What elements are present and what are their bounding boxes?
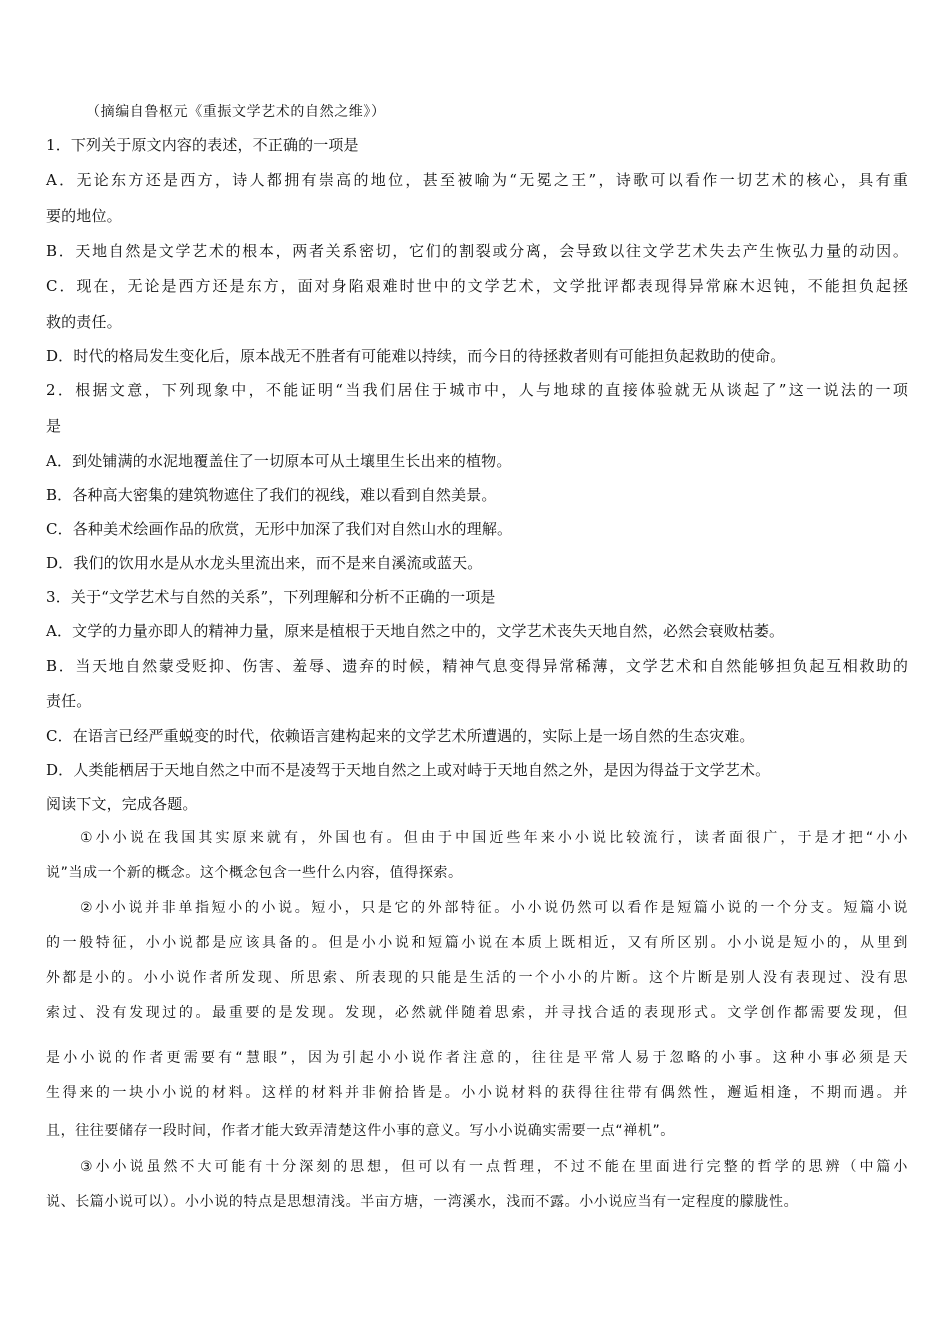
question-1-stem: 1．下列关于原文内容的表述，不正确的一项是 (46, 136, 359, 154)
question-2-stem-cont: 是 (46, 417, 62, 435)
question-3-option-b: B．当天地自然蒙受贬抑、伤害、羞辱、遗弃的时候，精神气息变得异常稀薄，文学艺术和自然能够担负起互相救助的 (46, 657, 908, 675)
question-2-option-b: B．各种高大密集的建筑物遮住了我们的视线，难以看到自然美景。 (46, 486, 497, 504)
passage-paragraph-2-line: 外都是小的。小小说作者所发现、所思索、所表现的只能是生活的一个小小的片断。这个片断是别人没有表现过、没有思 (46, 970, 908, 986)
question-3-stem: 3．关于“文学艺术与自然的关系”，下列理解和分析不正确的一项是 (46, 588, 496, 606)
passage-paragraph-3-line: 说、长篇小说可以）。小小说的特点是思想清浅。半亩方塘，一湾溪水，浅而不露。小小说应当有一定程度的朦胧性。 (46, 1194, 799, 1210)
question-3-option-a: A．文学的力量亦即人的精神力量，原来是植根于天地自然之中的，文学艺术丧失天地自然，必然会衰败枯萎。 (46, 622, 785, 640)
question-2-option-a: A．到处铺满的水泥地覆盖住了一切原本可从土壤里生长出来的植物。 (46, 452, 512, 470)
question-3-option-b-cont: 责任。 (46, 692, 92, 710)
question-2-stem: 2．根据文意，下列现象中，不能证明“当我们居住于城市中，人与地球的直接体验就无从谈起了”这一说法的一项 (46, 381, 908, 399)
passage-paragraph-2-line: 的一般特征，小小说都是应该具备的。但是小小说和短篇小说在本质上既相近，又有所区别。小小说是短小的，从里到 (46, 935, 908, 951)
question-1-option-c-cont: 救的责任。 (46, 313, 122, 331)
question-3-option-c: C．在语言已经严重蜕变的时代，依赖语言建构起来的文学艺术所遭遇的，实际上是一场自然的生态灾难。 (46, 727, 755, 745)
passage-paragraph-1: ①小小说在我国其实原来就有，外国也有。但由于中国近些年来小小说比较流行，读者面很广，于是才把“小小 (80, 830, 908, 846)
question-1-option-a: A．无论东方还是西方，诗人都拥有崇高的地位，甚至被喻为“无冕之王”，诗歌可以看作一切艺术的核心，具有重 (46, 171, 908, 189)
passage-paragraph-2-line: 是小小说的作者更需要有“慧眼”，因为引起小小说作者注意的，往往是平常人易于忽略的小事。这种小事必须是天 (46, 1050, 908, 1066)
question-1-option-c: C．现在，无论是西方还是东方，面对身陷艰难时世中的文学艺术，文学批评都表现得异常麻木迟钝，不能担负起拯 (46, 277, 908, 295)
passage-paragraph-2-line: 索过、没有发现过的。最重要的是发现。发现，必然就伴随着思索，并寻找合适的表现形式。文学创作都需要发现，但 (46, 1005, 908, 1021)
source-citation: （摘编自鲁枢元《重振文学艺术的自然之维》） (86, 104, 386, 120)
passage-paragraph-2-line: 生得来的一块小小说的材料。这样的材料并非俯拾皆是。小小说材料的获得往往带有偶然性，邂逅相逢，不期而遇。并 (46, 1085, 908, 1101)
reading-instruction: 阅读下文，完成各题。 (46, 795, 198, 813)
question-1-option-d: D．时代的格局发生变化后，原本战无不胜者有可能难以持续，而今日的待拯救者则有可能担负起救助的使命。 (46, 347, 786, 365)
question-1-option-b: B．天地自然是文学艺术的根本，两者关系密切，它们的割裂或分离，会导致以往文学艺术失去产生恢弘力量的动因。 (46, 242, 908, 260)
passage-paragraph-2-line: 且，往往要储存一段时间，作者才能大致弄清楚这件小事的意义。写小小说确实需要一点“禅机”。 (46, 1123, 675, 1139)
question-3-option-d: D．人类能栖居于天地自然之中而不是凌驾于天地自然之上或对峙于天地自然之外，是因为得益于文学艺术。 (46, 761, 771, 779)
passage-paragraph-1-line: 说”当成一个新的概念。这个概念包含一些什么内容，值得探索。 (46, 865, 463, 881)
question-1-option-a-cont: 要的地位。 (46, 207, 122, 225)
passage-paragraph-3: ③小小说虽然不大可能有十分深刻的思想，但可以有一点哲理，不过不能在里面进行完整的哲学的思辨（中篇小 (80, 1159, 908, 1175)
question-2-option-d: D．我们的饮用水是从水龙头里流出来，而不是来自溪流或蓝天。 (46, 554, 483, 572)
passage-paragraph-2: ②小小说并非单指短小的小说。短小，只是它的外部特征。小小说仍然可以看作是短篇小说的一个分支。短篇小说 (80, 900, 908, 916)
question-2-option-c: C．各种美术绘画作品的欣赏，无形中加深了我们对自然山水的理解。 (46, 520, 513, 538)
